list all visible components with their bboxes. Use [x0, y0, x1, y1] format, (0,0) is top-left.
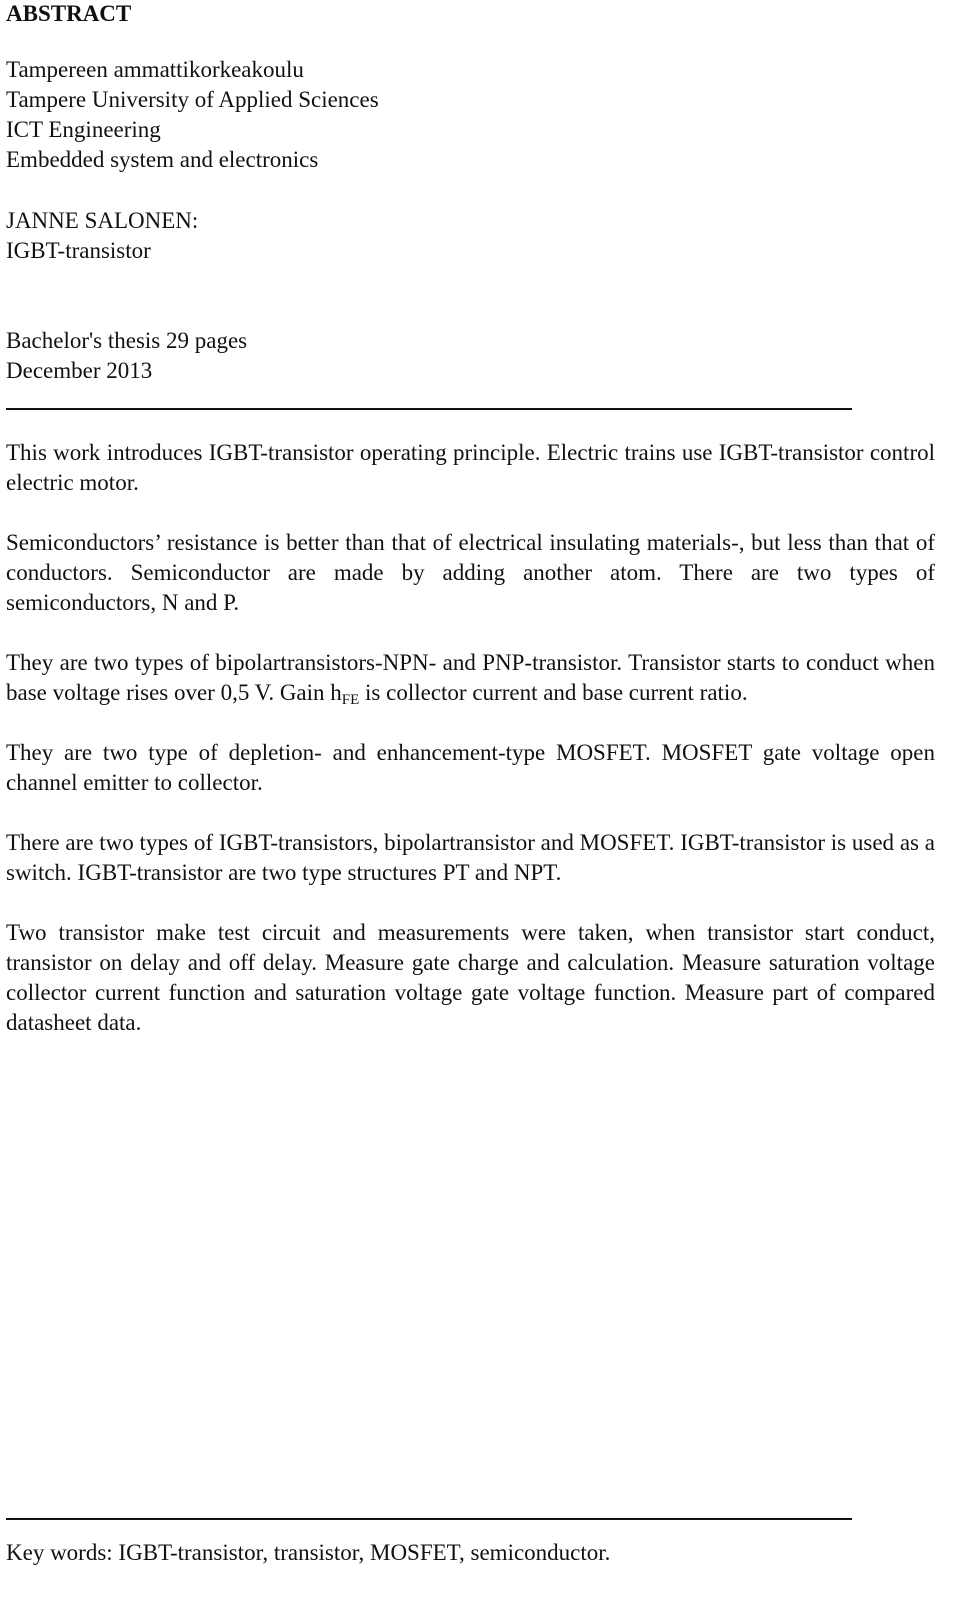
paragraph-bipolar	[6, 648, 935, 708]
paragraph-bipolar-text-b: is collector current and base current ratio.	[359, 680, 748, 705]
paragraph-igbt: There are two types of IGBT-transistors, bipolartransistor and MOSFET. IGBT-transistor is used as a switch. IGBT-transistor are two type structures PT and NPT.	[6, 830, 935, 885]
thesis-meta	[6, 326, 247, 386]
paragraph-mosfet: They are two type of depletion- and enhancement-type MOSFET. MOSFET gate voltage open channel emitter to collector.	[6, 740, 935, 795]
gain-subscript: FE	[341, 692, 360, 708]
institution-block	[6, 55, 379, 175]
paragraph-intro: This work introduces IGBT-transistor operating principle. Electric trains use IGBT-transistor control electric motor.	[6, 440, 935, 495]
keywords: Key words: IGBT-transistor, transistor, MOSFET, semiconductor.	[6, 1540, 611, 1565]
author-name: JANNE SALONEN:	[6, 208, 199, 233]
paragraph-measurements: Two transistor make test circuit and measurements were taken, when transistor start conduct, transistor on delay and off delay. Measure gate charge and calculation. Measure saturation voltage collector current function and saturation voltage gate voltage function. Measure part of compared datasheet data.	[6, 920, 935, 1035]
thesis-title: IGBT-transistor	[6, 238, 151, 263]
specialisation: Embedded system and electronics	[6, 147, 319, 172]
paragraph-bipolar-text-a: They are two types of bipolartransistors-NPN- and PNP-transistor. Transistor starts to conduct when base voltage rises over 0,5 V. Gain h	[6, 650, 935, 705]
page-title: ABSTRACT	[6, 1, 132, 26]
thesis-date: December 2013	[6, 358, 153, 383]
abstract-body	[6, 438, 935, 1068]
degree-programme: ICT Engineering	[6, 117, 161, 142]
thesis-length: Bachelor's thesis 29 pages	[6, 328, 248, 353]
author-block	[6, 206, 198, 266]
top-divider	[6, 408, 852, 410]
institution-name-english: Tampere University of Applied Sciences	[6, 87, 379, 112]
paragraph-semiconductors: Semiconductors’ resistance is better than that of electrical insulating materials-, but less than that of conductors. Semiconductor are made by adding another atom. There are two types of semiconductors, N and P.	[6, 530, 935, 615]
institution-name-finnish: Tampereen ammattikorkeakoulu	[6, 57, 304, 82]
bottom-divider	[6, 1518, 852, 1520]
